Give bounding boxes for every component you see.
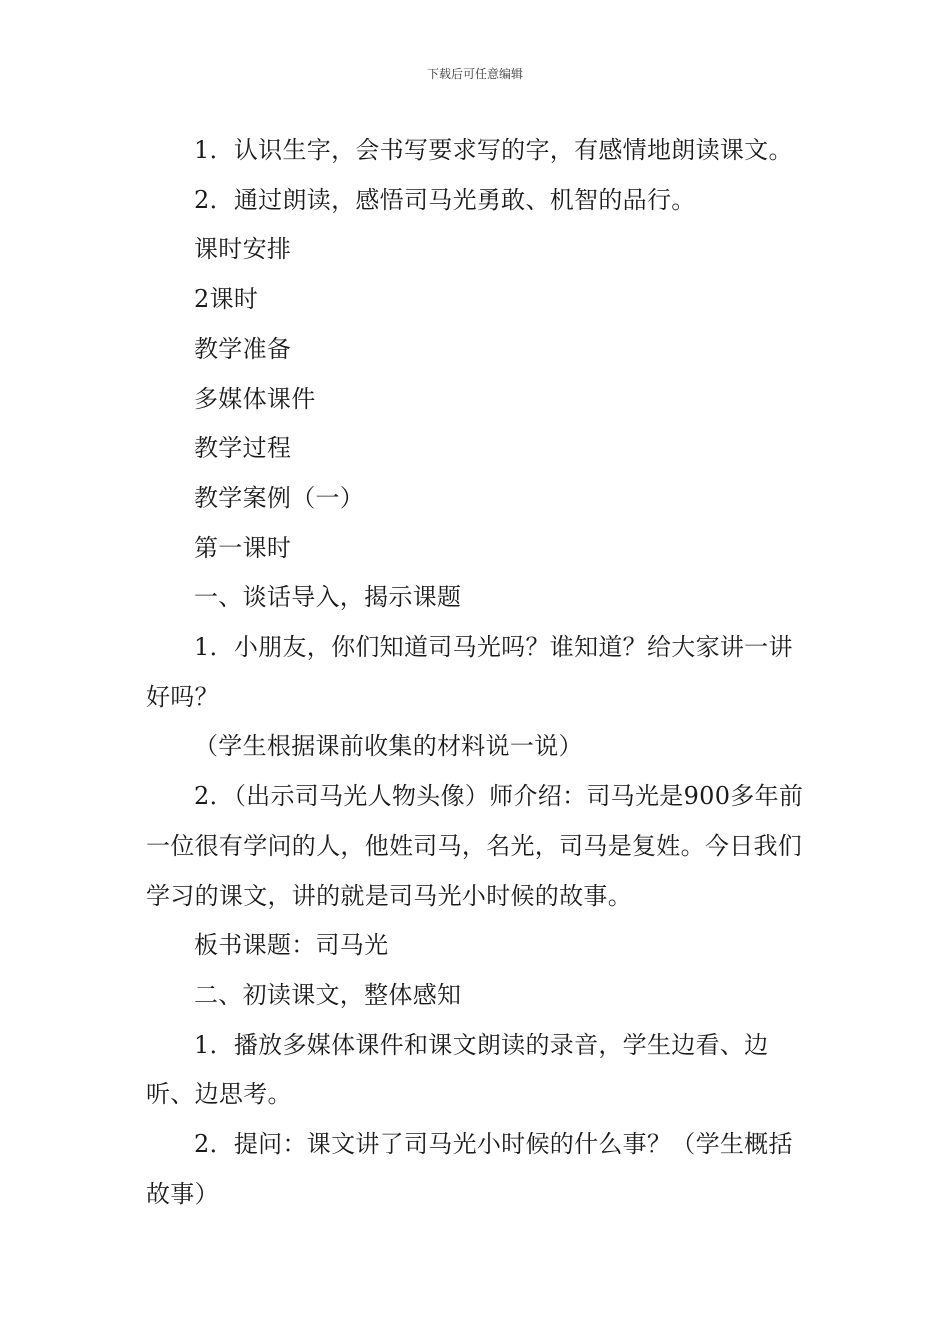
- section-heading-schedule: 课时安排: [194, 235, 292, 264]
- objective-1: 1．认识生字，会书写要求写的字，有感情地朗读课文。: [194, 136, 793, 164]
- document-body: [146, 126, 810, 1219]
- preparation-value: 多媒体课件: [194, 384, 316, 413]
- page-header: 下载后可任意编辑: [426, 67, 523, 81]
- paragraph: 1．播放多媒体课件和课文朗读的录音，学生边看、边听、边思考。: [146, 1030, 769, 1109]
- section-heading-preparation: 教学准备: [194, 334, 292, 363]
- step-heading-2: 二、初读课文，整体感知: [194, 980, 462, 1009]
- paragraph: 1．小朋友，你们知道司马光吗？谁知道？给大家讲一讲好吗？: [146, 633, 793, 711]
- paragraph: 2．（出示司马光人物头像）师介绍：司马光是900多年前一位很有学问的人，他姓司马，名光，司马是复姓。今日我们学习的课文，讲的就是司马光小时候的故事。: [146, 782, 804, 910]
- lesson-title: 第一课时: [194, 533, 292, 562]
- section-heading-process: 教学过程: [194, 434, 292, 463]
- paragraph: （学生根据课前收集的材料说一说）: [194, 732, 583, 761]
- step-heading-1: 一、谈话导入，揭示课题: [194, 583, 462, 612]
- case-title: 教学案例（一）: [194, 483, 365, 512]
- schedule-value: 2课时: [194, 285, 259, 314]
- paragraph: 2．提问：课文讲了司马光小时候的什么事？（学生概括故事）: [146, 1130, 793, 1208]
- board-title: 板书课题：司马光: [194, 931, 389, 960]
- objective-2: 2．通过朗读，感悟司马光勇敢、机智的品行。: [194, 185, 696, 214]
